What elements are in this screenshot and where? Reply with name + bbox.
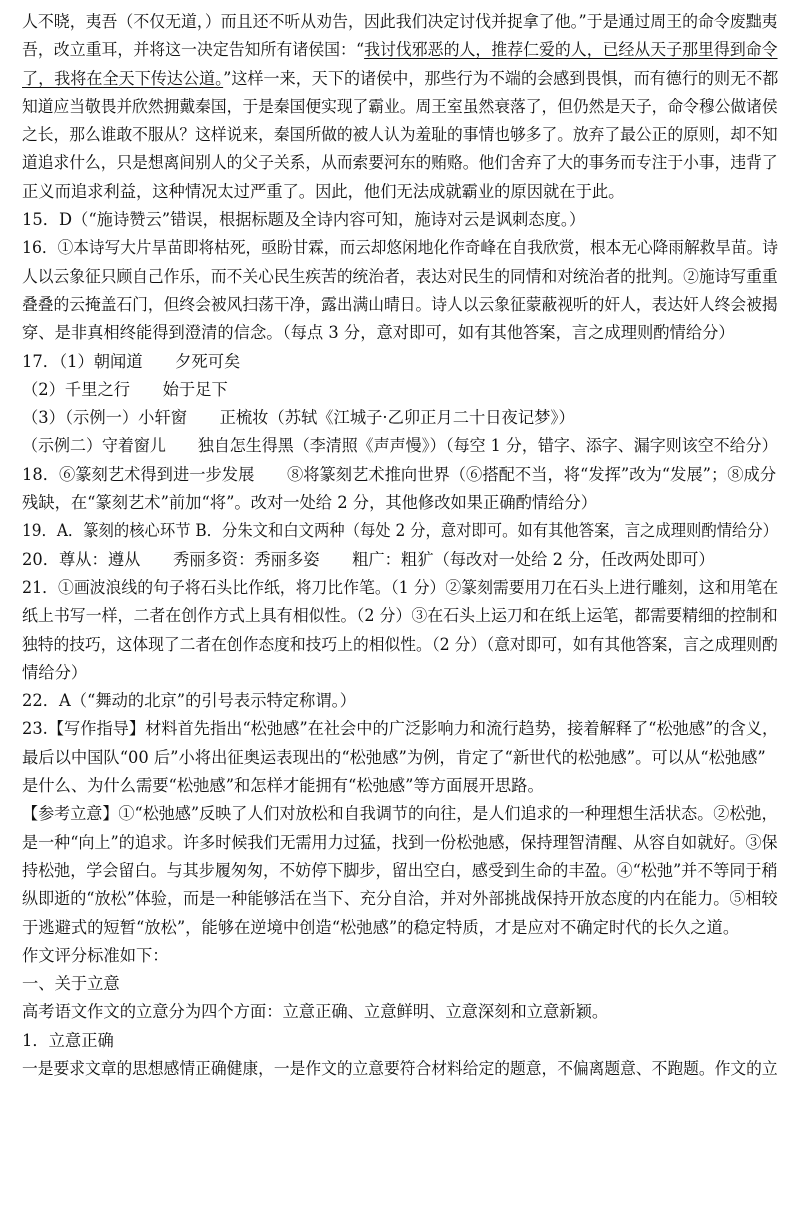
text-segment: 吾，改立重耳，并将这一决定告知所有诸侯国：“ [22, 40, 365, 60]
text-line [22, 744, 778, 772]
text-segment: 知道应当敬畏并欣然拥戴秦国，于是秦国便实现了霸业。周王室虽然衰落了，但仍然是天子，命令穆公做诸侯 [22, 96, 778, 116]
text-line [22, 178, 778, 206]
text-line [22, 149, 778, 177]
text-segment: 持松弛，学会留白。与其步履匆匆，不妨停下脚步，留出空白，感受到生命的丰盈。④“松弛”并不等同于稍 [22, 860, 778, 880]
text-line [22, 942, 778, 970]
text-segment: 20．尊从：遵从 秀丽多资：秀丽多姿 粗广：粗犷（每改对一处给 2 分，任改两处即可） [22, 549, 715, 569]
text-segment: 19．A．篆刻的核心环节 B．分朱文和白文两种（每处 2 分，意对即可。如有其他答案，言之成理则酌情给分） [22, 521, 779, 541]
text-segment: 23.【写作指导】材料首先指出“松弛感”在社会中的广泛影响力和流行趋势，接着解释了“松弛感”的含义， [22, 719, 778, 739]
text-segment: 16．①本诗写大片旱苗即将枯死，亟盼甘霖，而云却悠闲地化作奇峰在自我欣赏，根本无心降雨解救旱苗。诗 [22, 238, 778, 258]
text-segment: 是什么、为什么需要“松弛感”和怎样才能拥有“松弛感”等方面展开思路。 [22, 776, 544, 796]
text-line [22, 376, 778, 404]
text-line [22, 970, 778, 998]
text-line [22, 829, 778, 857]
text-line [22, 1055, 778, 1083]
text-segment: 道追求什么，只是想离间别人的父子关系，从而索要河东的贿赂。他们舍弃了大的事务而专注于小事，违背了 [22, 153, 778, 173]
text-segment: 最后以中国队“00 后”小将出征奥运表现出的“松弛感”为例，肯定了“新世代的松弛感”。可以从“松弛感” [22, 747, 766, 767]
text-line [22, 461, 778, 489]
text-line [22, 885, 778, 913]
text-line [22, 404, 778, 432]
text-segment: 人不晓，夷吾（不仅无道，）而且还不听从劝告，因此我们决定讨伐并捉拿了他。”于是通过周王的命令废黜夷 [22, 12, 778, 31]
text-segment: 情给分） [22, 662, 88, 682]
text-line [22, 772, 778, 800]
text-segment: 正义而追求利益，这种情况太过严重了。因此，他们无法成就霸业的原因就在于此。 [22, 181, 625, 201]
text-segment: 18．⑥篆刻艺术得到进一步发展 ⑧将篆刻艺术推向世界（⑥搭配不当，将“发挥”改为“发展”；⑧成分 [22, 464, 777, 484]
text-segment: 是一种“向上”的追求。许多时候我们无需用力过猛，找到一份松弛感，保持理智清醒、从容自如就好。③保 [22, 832, 778, 852]
text-segment: 人以云象征只顾自己作乐，而不关心民生疾苦的统治者，表达对民生的同情和对统治者的批判。②施诗写重重 [22, 266, 778, 286]
text-segment: 一是要求文章的思想感情正确健康，一是作文的立意要符合材料给定的题意，不偏离题意、不跑题。作文的立 [22, 1058, 778, 1078]
text-line [22, 687, 778, 715]
text-segment: 一、关于立意 [22, 974, 120, 994]
text-segment: 残缺，在“篆刻艺术”前加“将”。改对一处给 2 分，其他修改如果正确酌情给分） [22, 493, 598, 513]
text-segment: 15．D（“施诗赞云”错误，根据标题及全诗内容可知，施诗对云是讽刺态度。） [22, 210, 586, 230]
text-line [22, 348, 778, 376]
text-line [22, 121, 778, 149]
text-line [22, 432, 778, 460]
text-line [22, 631, 778, 659]
text-segment: （示例二）守着窗儿 独自怎生得黑（李清照《声声慢》）（每空 1 分，错字、添字、漏字则该空不给分） [22, 436, 778, 456]
text-line [22, 517, 778, 545]
text-line [22, 574, 778, 602]
text-line [22, 715, 778, 743]
text-segment: 穿、是非真相终能得到澄清的信念。（每点 3 分，意对即可，如有其他答案，言之成理则酌情给分） [22, 323, 735, 343]
text-segment: （2）千里之行 始于足下 [22, 379, 228, 399]
text-segment: 【参考立意】①“松弛感”反映了人们对放松和自我调节的向往，是人们追求的一种理想生活状态。②松弛， [22, 804, 778, 824]
text-segment: 纵即逝的“放松”体验，而是一种能够活在当下、充分自洽，并对外部挑战保持开放态度的内在能力。⑤相较 [22, 889, 778, 909]
text-line [22, 8, 778, 36]
text-segment: 1．立意正确 [22, 1030, 114, 1050]
text-segment: （3）（示例一）小轩窗 正梳妆（苏轼《江城子·乙卯正月二十日夜记梦》） [22, 408, 575, 428]
text-line [22, 93, 778, 121]
text-line [22, 36, 778, 64]
text-segment: 独特的技巧，这体现了二者在创作态度和技巧上的相似性。（2 分）（意对即可，如有其他答案，言之成理则酌 [22, 634, 778, 654]
text-line [22, 319, 778, 347]
text-segment: 高考语文作文的立意分为四个方面：立意正确、立意鲜明、立意深刻和立意新颖。 [22, 1002, 609, 1022]
text-line [22, 914, 778, 942]
text-segment: 作文评分标准如下： [22, 945, 169, 965]
text-line [22, 800, 778, 828]
text-line [22, 546, 778, 574]
text-line [22, 263, 778, 291]
text-line [22, 659, 778, 687]
text-segment: 于逃避式的短暂“放松”，能够在逆境中创造“松弛感”的稳定特质，才是应对不确定时代的长久之道。 [22, 917, 740, 937]
text-line [22, 291, 778, 319]
underlined-text: 我讨伐邪恶的人，推荐仁爱的人，已经从天子那里得到命令 [364, 40, 778, 60]
text-line [22, 206, 778, 234]
text-line [22, 234, 778, 262]
text-line [22, 1027, 778, 1055]
text-line [22, 857, 778, 885]
text-segment: 叠叠的云掩盖石门，但终会被风扫荡干净，露出满山晴日。诗人以云象征蒙蔽视听的奸人，表达奸人终会被揭 [22, 294, 778, 314]
underlined-text: 了，我将在全天下传达公道。 [22, 68, 224, 88]
text-segment: 17．（1）朝闻道 夕死可矣 [22, 351, 241, 371]
text-segment: ”这样一来，天下的诸侯中，那些行为不端的会感到畏惧，而有德行的则无不都 [223, 68, 778, 88]
text-segment: 22．A（“舞动的北京”的引号表示特定称谓。） [22, 691, 357, 711]
text-segment: 纸上书写一样，二者在创作方式上具有相似性。（2 分）③在石头上运刀和在纸上运笔，都需要精细的控制和 [22, 606, 778, 626]
text-line [22, 489, 778, 517]
text-segment: 21．①画波浪线的句子将石头比作纸，将刀比作笔。（1 分）②篆刻需要用刀在石头上进行雕刻，这和用笔在 [22, 577, 779, 597]
text-line [22, 602, 778, 630]
text-line [22, 998, 778, 1026]
text-segment: 之长，那么谁敢不服从？这样说来，秦国所做的被人认为羞耻的事情也够多了。放弃了最公正的原则，却不知 [22, 125, 778, 145]
text-line [22, 65, 778, 93]
